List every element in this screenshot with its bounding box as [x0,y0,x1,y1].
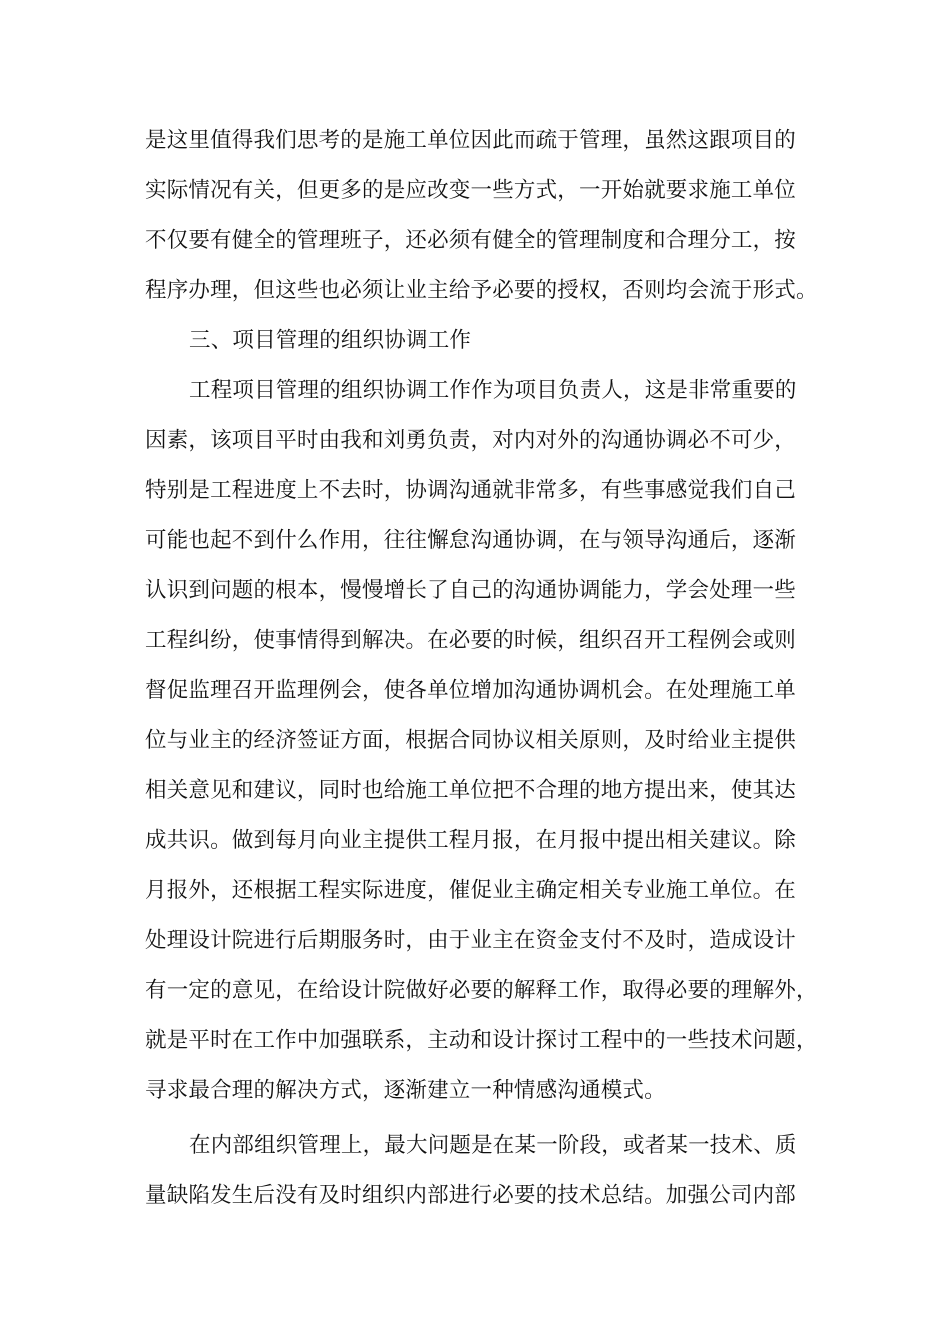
text-line: 不仅要有健全的管理班子，还必须有健全的管理制度和合理分工，按 [145,228,797,253]
section-heading: 三、项目管理的组织协调工作 [189,328,472,353]
text-line: 寻求最合理的解决方式，逐渐建立一种情感沟通模式。 [145,1078,666,1103]
text-line: 特别是工程进度上不去时，协调沟通就非常多，有些事感觉我们自己 [145,478,797,503]
text-line: 有一定的意见，在给设计院做好必要的解释工作，取得必要的理解外， [145,978,818,1003]
text-line: 因素，该项目平时由我和刘勇负责，对内对外的沟通协调必不可少， [145,428,797,453]
text-line: 在内部组织管理上，最大问题是在某一阶段，或者某一技术、质 [189,1133,797,1158]
text-line: 是这里值得我们思考的是施工单位因此而疏于管理，虽然这跟项目的 [145,128,797,153]
text-line: 成共识。做到每月向业主提供工程月报，在月报中提出相关建议。除 [145,828,797,853]
text-line: 处理设计院进行后期服务时，由于业主在资金支付不及时，造成设计 [145,928,797,953]
text-line: 督促监理召开监理例会，使各单位增加沟通协调机会。在处理施工单 [145,678,797,703]
text-line: 就是平时在工作中加强联系，主动和设计探讨工程中的一些技术问题， [145,1028,818,1053]
text-line: 实际情况有关，但更多的是应改变一些方式，一开始就要求施工单位 [145,178,797,203]
text-line: 位与业主的经济签证方面，根据合同协议相关原则，及时给业主提供 [145,728,797,753]
text-line: 可能也起不到什么作用，往往懈怠沟通协调，在与领导沟通后，逐渐 [145,528,797,553]
text-line: 量缺陷发生后没有及时组织内部进行必要的技术总结。加强公司内部 [145,1183,797,1208]
text-line: 认识到问题的根本，慢慢增长了自己的沟通协调能力，学会处理一些 [145,578,797,603]
text-line: 相关意见和建议，同时也给施工单位把不合理的地方提出来，使其达 [145,778,797,803]
text-line: 程序办理，但这些也必须让业主给予必要的授权，否则均会流于形式。 [145,278,818,303]
text-line: 工程纠纷，使事情得到解决。在必要的时候，组织召开工程例会或则 [145,628,797,653]
text-line: 月报外，还根据工程实际进度，催促业主确定相关专业施工单位。在 [145,878,797,903]
text-line: 工程项目管理的组织协调工作作为项目负责人，这是非常重要的 [189,378,797,403]
